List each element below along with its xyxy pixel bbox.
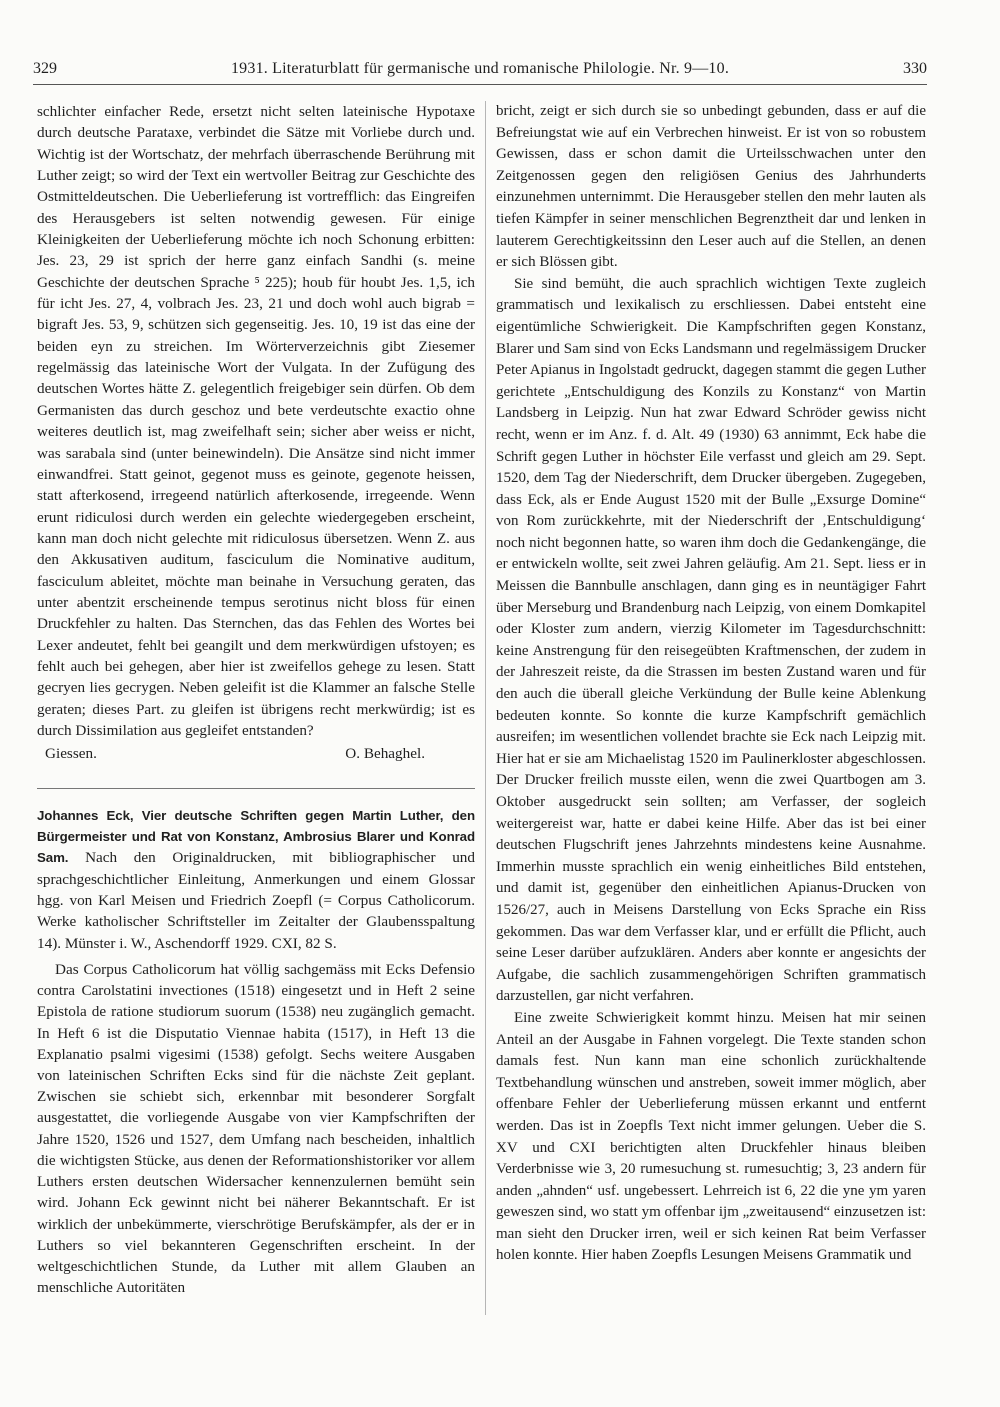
review-eck-heading: Johannes Eck, Vier deutsche Schriften gegen Martin Luther, den Bürgermeister und Rat von Konstanz, Ambrosius Blarer und Konrad Sam. bbox=[37, 807, 475, 866]
review-eck-bibliography bbox=[37, 805, 475, 954]
page-number-right: 330 bbox=[903, 60, 927, 77]
right-paragraph-2: Sie sind bemüht, die auch sprachlich wichtigen Texte zugleich grammatisch und lexikalisch zu erschliessen. Dabei entsteht eine eigentümliche Schwierigkeit. Die Kampfschriften gegen Konstanz, Blarer und Sam sind von Ecks Landsmann und regelmässigem Drucker Peter Apianus in Ingolstadt gedruckt, dagegen stammt die gegen Luther gerichtete „Entschuldigung des Konzils zu Konstanz“ von Martin Landsberg in Leipzig. Nun hat zwar Edward Schröder gewiss nicht recht, wenn er im Anz. f. d. Alt. 49 (1930) 63 annimmt, Eck habe die Schrift gegen Luther in höchster Eile verfasst und gleich am 29. Sept. 1520, dem Tag der Niederschrift, dem Drucker übergeben. Zugegeben, dass Eck, als er Ende August 1520 mit der Bulle „Exsurge Domine“ von Rom zurückkehrte, mit der Niederschrift der ‚Entschuldigung‘ noch nicht begonnen hatte, so waren ihm doch die Gedankengänge, die er entwickeln wollte, seit zwei Jahren geläufig. Am 21. Sept. liess er in Meissen die Bannbulle anschlagen, dann ging es in neuntägiger Fahrt über Merseburg und Brandenburg nach Leipzig, von einem Domkapitel oder Kloster zum andern, vierzig Kilometer im Tagesdurchschnitt: keine Anstrengung für den reisegeübten Kraftmenschen, der zudem in der Jahreszeit reiste, da die Strassen im besten Zustand waren und für den auch die überall gleiche Verkündung der Bulle keine Ablenkung bedeuten konnte. So konnte die kurze Kampfschrift gemächlich ausreifen; im wesentlichen vollendet brachte sie Eck nach Leipzig mit. Hier hat er sie am Michaelistag 1520 im Paulinerkloster abgeschlossen. Der Drucker freilich musste eilen, wenn die zwei Quartbogen am 3. Oktober ausgedruckt sein sollten; am Verfasser, der sogleich weitergereist war, hatte er dabei keine Hilfe. Aber das ist bei einer deutschen Flugschrift jenes Jahrzehnts mindestens keine Ausnahme. Immerhin musste sprachlich ein wenig einheitliches Bild entstehen, und damit ist, gegenüber den einheitlichen Apianus-Drucken von 1526/27, auch in Meisens Darstellung von Ecks Sprache ein Riss gekommen. Das war dem Verfasser klar, und er erfüllt die Pflicht, auch seine Leser darüber aufzuklären. Anders aber konnte er angesichts der Aufgabe, die sachlich zusammengehörigen Schriften grammatisch darzustellen, gar nicht verfahren. bbox=[496, 275, 926, 1005]
journal-title: 1931. Literaturblatt für germanische und romanische Philologie. Nr. 9—10. bbox=[230, 60, 730, 77]
column-rule bbox=[485, 101, 486, 1315]
left-column bbox=[37, 101, 475, 1298]
page-number-left: 329 bbox=[33, 60, 57, 77]
right-paragraph-3: Eine zweite Schwierigkeit kommt hinzu. Meisen hat mir seinen Anteil an der Ausgabe in Fahnen vorgelegt. Die Texte standen schon damals fest. Nun kann man eine schonlich zurückhaltende Textbehandlung wünschen und anstreben, soweit immer möglich, aber offenbare Fehler der Ueberlieferung müssen erkannt und entfernt werden. Das ist in Zoepfls Text nicht immer gelungen. Ueber die S. XV und CXI berichtigten alten Druckfehler hinaus bleiben Verderbnisse wie 3, 20 rumesuchung st. rumesuchtig; 3, 23 andern für anden „ahnden“ usf. ungebessert. Lehrreich ist 6, 22 die yne ym yaren geweszen sind, wo statt ym offenbar ijm „zweitausend“ einzusetzen ist: man sieht den Drucker irren, weil er sich keinen Rat beim Verfasser holen konnte. Hier haben Zoepfls Lesungen Meisens Grammatik und bbox=[496, 1009, 926, 1264]
review-divider bbox=[37, 788, 475, 789]
running-header bbox=[33, 60, 927, 82]
signature-place: Giessen. bbox=[45, 745, 97, 763]
right-column bbox=[496, 101, 926, 1267]
header-rule bbox=[33, 84, 927, 85]
signature-author: O. Behaghel. bbox=[345, 745, 425, 763]
review-eck-text: Das Corpus Catholicorum hat völlig sachgemäss mit Ecks Defensio contra Carolstatini invectiones (1518) eingesetzt und in Heft 2 seine Epistola de ratione studiorum suorum (1538) neu zugänglich gemacht. In Heft 6 ist die Disputatio Viennae habita (1517), in Heft 13 die Explanatio psalmi vigesimi (1538) gefolgt. Sechs weitere Ausgaben von lateinischen Schriften Ecks sind für die nächste Zeit geplant. Zwischen sie schiebt sich, erkennbar mit besonderer Sorgfalt ausgestattet, die vorliegende Ausgabe von vier Kampfschriften der Jahre 1520, 1526 und 1527, dem Umfang nach bescheiden, inhaltlich die wichtigsten Stücke, aus denen der Reformationshistoriker vor allem Luthers ersten deutschen Widersacher kennenzulernen bemüht sein wird. Johann Eck gewinnt nicht bei näherer Bekanntschaft. Er ist wirklich der unbekümmerte, vierschrötige Berufskämpfer, als der er in Luthers so viel bekannteren Gegenschriften erscheint. In der weltgeschichtlichen Stunde, da Luther mit allem Glauben an menschliche Autoritäten bbox=[37, 961, 475, 1297]
right-paragraph-1: bricht, zeigt er sich durch sie so unbedingt gebunden, dass er auf die Befreiungstat wie auf ein Verbrechen hinweist. Er ist von so robustem Gewissen, dass er schon damit die Urteilsschwachen unter den Zeitgenossen gegen den religiösen Genius des Jahrhunderts einzunehmen unternimmt. Die Herausgeber stellen den mehr lauten als tiefen Kämpfer in seiner menschlichen Begrenztheit dar und lenken in lauterem Gerechtigkeitssinn den Leser auch auf die Stellen, an denen er sich Blössen gibt. bbox=[496, 103, 926, 271]
review-signature bbox=[37, 743, 475, 764]
review-behaghel-text: schlichter einfacher Rede, ersetzt nicht selten lateinische Hypotaxe durch deutsche Parataxe, verbindet die Sätze mit Vorliebe durch und. Wichtig ist der Wortschatz, der mehrfach überraschende Berührung mit Luther zeigt; so wird der Text ein wertvoller Beitrag zur Geschichte des Ostmitteldeutschen. Die Ueberlieferung ist vortrefflich: das Eingreifen des Herausgebers ist selten notwendig gewesen. Für einige Kleinigkeiten der Ueberlieferung möchte ich noch Schonung erbitten: Jes. 23, 29 ist sprich der herre ganz einfach Sandhi (s. meine Geschichte der deutschen Sprache ⁵ 225); houb für houbt Jes. 1,5, ich für icht Jes. 27, 4, volbrach Jes. 23, 21 und doch wohl auch bigrab = bigraft Jes. 53, 9, schützen sich gegenseitig. Jes. 10, 19 ist das eine der beiden eyn zu streichen. Im Wörterverzeichnis gibt Ziesemer regelmässig das lateinische Wort der Vulgata. In der Zufügung des deutschen Wortes hätte Z. gelegentlich freigebiger sein dürfen. Ob dem Germanisten das durch geschoz und bete verdeutschte exactio ohne weiteres deutlich ist, mag zweifelhaft sein; sicher aber weiss er nicht, was sarabala sind (unter beinewindeln). Die Ansätze sind nicht immer einwandfrei. Statt geinot, gegenot muss es geinote, gegenote heissen, statt afterkosend, irregeend natürlich afterkosende, irregeende. Wenn erunt ridiculosi durch werden ein gelechte wiedergegeben erscheint, kann man doch nicht gelechte mit ridiculosus übersetzen. Wenn Z. aus den Akkusativen auditum, fasciculum die Nominative auditum, fasciculum ableitet, möchte man beinahe in Versuchung geraten, das unter abentzit erscheinende tempus serotinus nicht bloss für einen Druckfehler zu halten. Das Sternchen, das das Fehlen des Wortes bei Lexer andeutet, fehlt bei geangilt und dem merkwürdigen ufstoyen; es fehlt auch bei gehegen, aber hier ist zweifellos gehege zu lesen. Statt gecryen lies gecrygen. Neben geleifit ist die Klammer an falsche Stelle geraten; dieses Part. zu gleifen ist übrigens recht merkwürdig; ist es durch Dissimilation aus gegleifet entstanden? bbox=[37, 103, 475, 739]
review-eck-bib-details: Nach den Originaldrucken, mit bibliographischer und sprachgeschichtlicher Einleitung, Anmerkungen und einem Glossar hgg. von Karl Meisen und Friedrich Zoepfl (= Corpus Catholicorum. Werke katholischer Schriftsteller im Zeitalter der Glaubensspaltung 14). Münster i. W., Aschendorff 1929. CXI, 82 S. bbox=[37, 849, 475, 952]
